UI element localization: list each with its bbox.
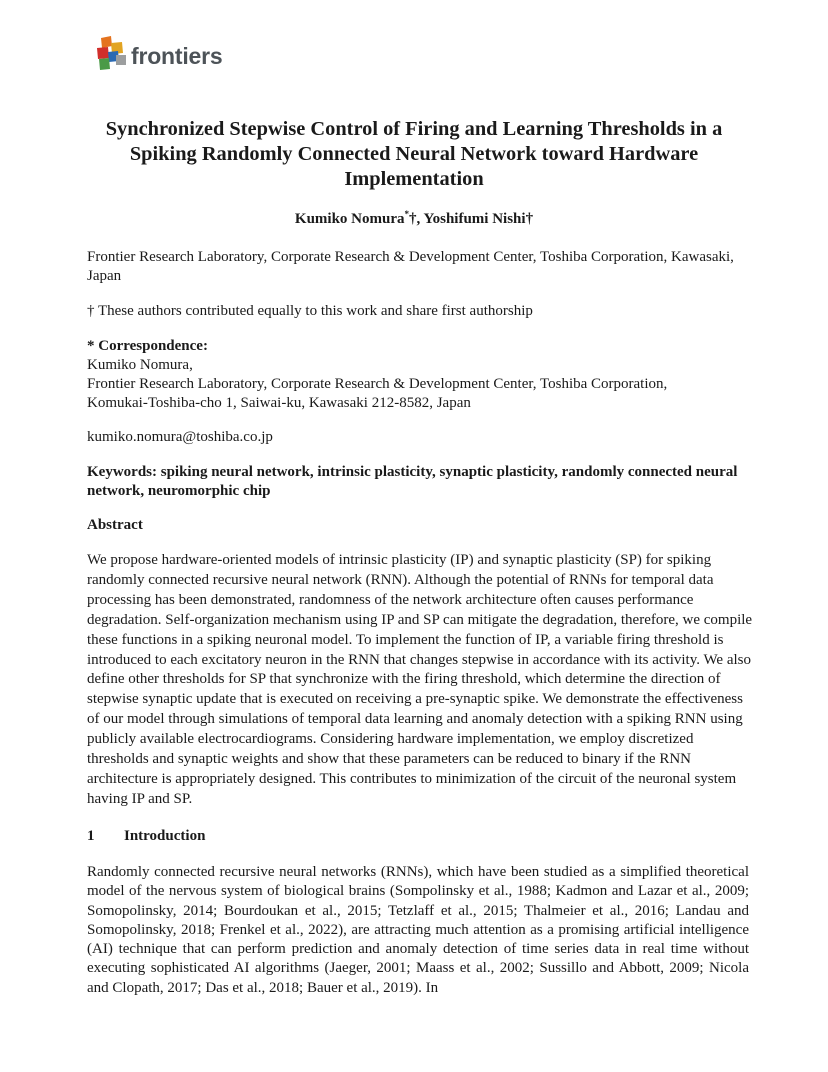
correspondence-address-1: Frontier Research Laboratory, Corporate Research & Development Center, Toshiba Corporation, <box>87 376 668 392</box>
keywords: Keywords: spiking neural network, intrinsic plasticity, synaptic plasticity, randomly connected neural network, neuromorphic chip <box>87 464 738 499</box>
section-heading-introduction <box>87 828 205 845</box>
section-number: 1 <box>87 828 95 844</box>
correspondence-mark: * <box>404 209 409 219</box>
correspondence-name: Kumiko Nomura, <box>87 357 193 373</box>
correspondence-block <box>87 337 747 413</box>
author-1-suffix: †, <box>409 211 424 227</box>
email: kumiko.nomura@toshiba.co.jp <box>87 429 273 445</box>
abstract-text: We propose hardware-oriented models of intrinsic plasticity (IP) and synaptic plasticity (SP) for spiking randomly connected recursive neural network (RNN). Although the potential of RNNs for temporal data processing has been demonstrated, randomness of the network architecture often causes performance degradation. Self-organization mechanism using IP and SP can mitigate the degradation, therefore, we compile these functions in a spiking neuronal model. To implement the function of IP, a variable firing threshold is introduced to each excitatory neuron in the RNN that changes stepwise in accordance with its activity. We also define other thresholds for SP that synchronize with the firing threshold, which determine the direction of stepwise synaptic update that is executed on receiving a pre-synaptic spike. We demonstrate the effectiveness of our model through simulations of temporal data learning and anomaly detection with a spiking RNN using publicly available electrocardiograms. Considering hardware implementation, we employ discretized thresholds and synaptic weights and show that these parameters can be reduced to binary if the RNN architecture is appropriately designed. This contributes to minimization of the circuit of the neuronal system having IP and SP. <box>87 552 753 807</box>
section-title: Introduction <box>124 828 206 844</box>
introduction-text: Randomly connected recursive neural networks (RNNs), which have been studied as a simplified theoretical model of the nervous system of biological brains (Sompolinsky et al., 1988; Kadmon and Lazar et al., 2009; Somopolinsky, 2014; Bourdoukan et al., 2015; Tetzlaff et al., 2015; Thalmeier et al., 2016; Landau and Somopolinsky, 2018; Frenkel et al., 2022), are attracting much attention as a promising artificial intelligence (AI) technique that can perform prediction and anomaly detection of time series data in real time without executing sophisticated AI algorithms (Jaeger, 2001; Maass et al., 2002; Sussillo and Abbott, 2009; Nicola and Clopath, 2017; Das et al., 2018; Bauer et al., 2019). In <box>87 864 749 996</box>
author-line <box>0 209 828 228</box>
equal-contribution-note: † These authors contributed equally to this work and share first authorship <box>87 303 533 319</box>
correspondence-address-2: Komukai-Toshiba-cho 1, Saiwai-ku, Kawasaki 212-8582, Japan <box>87 395 471 411</box>
frontiers-logo <box>96 34 223 72</box>
author-2: Yoshifumi Nishi† <box>423 211 534 227</box>
affiliation: Frontier Research Laboratory, Corporate Research & Development Center, Toshiba Corporation, Kawasaki, Japan <box>87 249 734 284</box>
frontiers-wordmark: frontiers <box>131 42 223 69</box>
correspondence-heading: * Correspondence: <box>87 338 208 354</box>
author-1: Kumiko Nomura <box>294 211 405 227</box>
paper-title: Synchronized Stepwise Control of Firing and Learning Thresholds in a Spiking Randomly Connected Neural Network toward Hardware Implementation <box>105 118 723 190</box>
abstract-heading: Abstract <box>87 517 143 533</box>
frontiers-logo-icon <box>96 35 128 71</box>
